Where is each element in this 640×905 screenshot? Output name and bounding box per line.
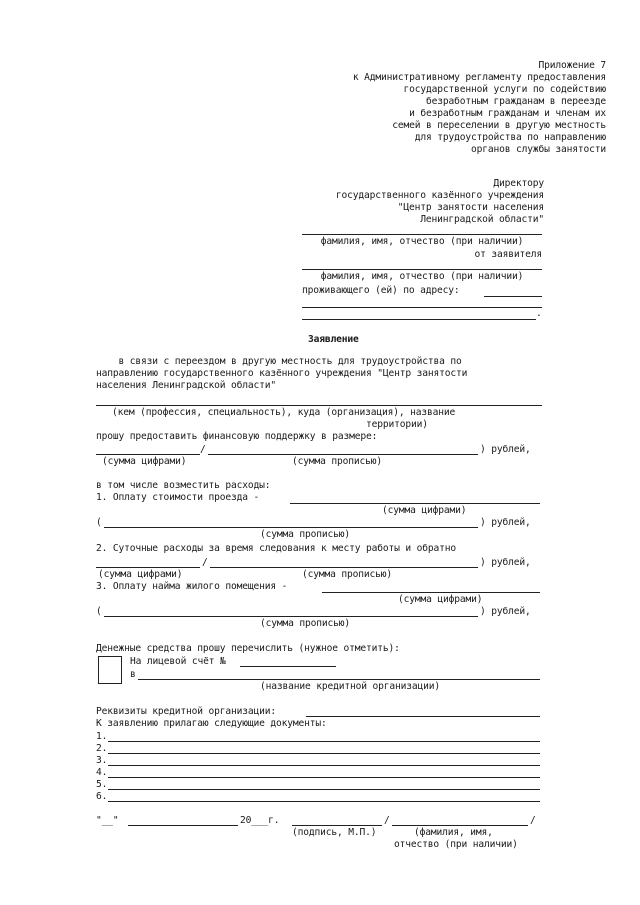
- addressee-line: государственного казённого учреждения: [335, 190, 544, 201]
- attach-line[interactable]: [108, 741, 540, 742]
- requisites-label: Реквизиты кредитной организации:: [96, 706, 277, 717]
- slash: /: [202, 557, 208, 568]
- address-line[interactable]: [484, 296, 542, 297]
- item2-label: 2. Суточные расходы за время следования к месту работы и обратно: [96, 543, 457, 554]
- paren-open: (: [96, 517, 102, 528]
- item1-digits-hint: (сумма цифрами): [382, 505, 467, 516]
- attach-line[interactable]: [108, 753, 540, 754]
- item1-label: 1. Оплату стоимости проезда -: [96, 492, 260, 503]
- appendix-line: семей в переселении в другую местность: [392, 120, 606, 131]
- bank-name-hint: (название кредитной организации): [260, 681, 441, 692]
- appendix-line: безработным гражданам в переезде: [425, 96, 606, 107]
- intro-line: населения Ленинградской области": [96, 380, 277, 391]
- attach-number: 2.: [96, 743, 108, 754]
- account-number-line[interactable]: [240, 666, 336, 667]
- appendix-line: государственной услуги по содействию: [403, 84, 606, 95]
- money-transfer-text: Денежные средства прошу перечислить (нужное отметить):: [96, 643, 400, 654]
- total-rub-label: ) рублей,: [480, 444, 531, 455]
- date-month-line[interactable]: [128, 825, 238, 826]
- addressee-line: "Центр занятости населения: [397, 202, 544, 213]
- item2-words-hint: (сумма прописью): [302, 569, 393, 580]
- item2-rub-label: ) рублей,: [480, 557, 531, 568]
- from-applicant-label: от заявителя: [474, 249, 542, 260]
- address-line-3[interactable]: [302, 319, 536, 320]
- item3-rub-label: ) рублей,: [480, 606, 531, 617]
- appendix-line: Приложение 7: [538, 60, 606, 71]
- kem-hint: (кем (профессия, специальность), куда (организация), название: [112, 407, 456, 418]
- transfer-option-checkbox[interactable]: [98, 656, 122, 684]
- fio-hint-a: (фамилия, имя,: [414, 827, 493, 838]
- fio-signature-line[interactable]: [392, 825, 528, 826]
- attach-number: 3.: [96, 755, 108, 766]
- attach-number: 5.: [96, 779, 108, 790]
- item1-words-hint: (сумма прописью): [260, 529, 351, 540]
- slash: /: [530, 815, 536, 826]
- attach-number: 6.: [96, 791, 108, 802]
- item3-words-line[interactable]: [104, 616, 478, 617]
- fio-hint-b: отчество (при наличии): [394, 839, 518, 850]
- item3-words-hint: (сумма прописью): [260, 618, 351, 629]
- intro-line: направлению государственного казённого учреждения "Центр занятости: [96, 368, 468, 379]
- total-sum-digits-line[interactable]: [96, 454, 200, 455]
- appendix-line: и безработным гражданам и членам их: [409, 108, 606, 119]
- attach-number: 4.: [96, 767, 108, 778]
- paren-open: (: [96, 606, 102, 617]
- intro-line: в связи с переездом в другую местность для трудоустройства по: [96, 356, 462, 367]
- attach-line[interactable]: [108, 777, 540, 778]
- signature-hint: (подпись, М.П.): [292, 827, 377, 838]
- address-label: проживающего (ей) по адресу:: [302, 285, 460, 296]
- signature-line[interactable]: [292, 825, 382, 826]
- attach-line[interactable]: [108, 765, 540, 766]
- item3-label: 3. Оплату найма жилого помещения -: [96, 581, 288, 592]
- appendix-line: органов службы занятости: [470, 144, 606, 155]
- address-line-2[interactable]: [302, 307, 542, 308]
- addressee-fio-hint: фамилия, имя, отчество (при наличии): [320, 236, 524, 247]
- slash: /: [200, 444, 206, 455]
- request-text: прошу предоставить финансовую поддержку в размере:: [96, 431, 378, 442]
- territory-hint: территории): [366, 419, 428, 430]
- item1-words-line[interactable]: [104, 527, 478, 528]
- bank-in-label: в: [130, 669, 136, 680]
- item3-digits-hint: (сумма цифрами): [398, 594, 483, 605]
- total-sum-words-hint: (сумма прописью): [292, 456, 383, 467]
- bank-name-line[interactable]: [138, 679, 540, 680]
- item2-digits-line[interactable]: [96, 567, 200, 568]
- item1-rub-label: ) рублей,: [480, 517, 531, 528]
- address-dot: .: [536, 308, 542, 319]
- appendix-line: к Административному регламенту предоставления: [352, 72, 606, 83]
- addressee-line: Директору: [493, 178, 544, 189]
- item2-words-line[interactable]: [210, 567, 478, 568]
- total-sum-words-line[interactable]: [208, 454, 478, 455]
- date-day: "__": [96, 815, 119, 826]
- item1-digits-line[interactable]: [290, 503, 540, 504]
- appendix-line: для трудоустройства по направлению: [414, 132, 606, 143]
- slash: /: [384, 815, 390, 826]
- document-title: Заявление: [308, 334, 359, 345]
- addressee-line: Ленинградской области": [420, 214, 544, 225]
- destination-line[interactable]: [96, 405, 542, 406]
- attach-number: 1.: [96, 731, 108, 742]
- total-sum-digits-hint: (сумма цифрами): [102, 456, 187, 467]
- attach-line[interactable]: [108, 801, 540, 802]
- addressee-fio-line[interactable]: [302, 234, 542, 235]
- item3-digits-line[interactable]: [322, 592, 540, 593]
- requisites-line[interactable]: [306, 716, 540, 717]
- applicant-fio-line[interactable]: [302, 269, 542, 270]
- attach-line[interactable]: [108, 789, 540, 790]
- including-text: в том числе возместить расходы:: [96, 480, 271, 491]
- applicant-fio-hint: фамилия, имя, отчество (при наличии): [320, 271, 524, 282]
- attachments-label: К заявлению прилагаю следующие документы:: [96, 718, 327, 729]
- item2-digits-hint: (сумма цифрами): [98, 569, 183, 580]
- account-label: На лицевой счёт №: [130, 656, 226, 667]
- date-year: 20___г.: [240, 815, 280, 826]
